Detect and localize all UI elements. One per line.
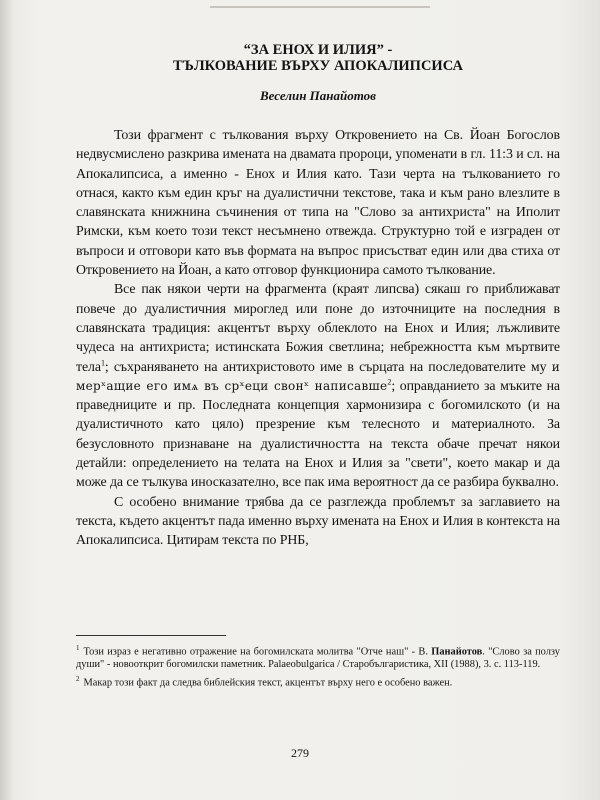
article-title — [76, 42, 560, 74]
bleed-through-rule — [210, 6, 430, 8]
old-church-slavonic-quote: и мерˣащие его имѧ въ срˣеци свонˣ написавше — [76, 359, 560, 393]
paragraph-2-part-a: Все пак някои черти на фрагмента (краят липсва) сякаш го приближават повече до дуалистичния мироглед или поне до източниците на последния в славянската традиция: акцентът върху облеклото на Енох и Илия; лъжливите чудеса на антихриста; истинската Божия светлина; небрежността към мъртвите тела — [76, 282, 560, 375]
page-number: 279 — [291, 746, 309, 760]
footnote-1-text-a: Този израз е негативно отражение на богомилската молитва "Отче наш" - В. — [83, 646, 428, 657]
footnote-ref-1: 1 — [100, 357, 105, 367]
paragraph-3: С особено внимание трябва да се разглежда проблемът за заглавието на текста, където акцентът пада именно върху имената на Енох и Илия в контекста на Апокалипсиса. Цитирам текста по РНБ, — [76, 494, 560, 549]
footnote-ref-2: 2 — [387, 377, 392, 387]
footnote-1-text-b: . "Слово за ползу души" - новооткрит богомилски паметник. Palaeobulgarica / Старобългаристика, XII (1988), 3. с. 113-119. — [76, 646, 560, 670]
footnote-1-author: Панайотов — [431, 646, 483, 657]
paragraph-2-part-b: ; съхраняването на антихристовото име в сърцата на последователите му — [104, 359, 547, 375]
footnote-1-number: 1 — [76, 643, 80, 652]
article-body — [76, 126, 560, 551]
title-line-1: “ЗА ЕНОХ И ИЛИЯ” - — [243, 42, 393, 58]
title-line-2: ТЪЛКОВАНИЕ ВЪРХУ АПОКАЛИПСИСА — [173, 58, 463, 74]
footnote-2-number: 2 — [76, 675, 80, 683]
content-area — [76, 42, 560, 692]
footnote-2-text: Макар този факт да следва библейския текст, акцентът върху него е особено важен. — [83, 677, 453, 689]
paragraph-2 — [76, 280, 560, 492]
paragraph-1: Този фрагмент с тълкования върху Откровението на Св. Йоан Богослов недвусмислено разкрива имената на двамата пророци, упоменати в гл. 11:3 и сл. на Апокалипсиса, а именно - Енох и Илия като. Тази черта на тълкованието го отнася, както към един кръг на дуалистични текстове, така и към рано влезлите в славянската книжнина съчинения от типа на "Слово за антихриста" на Иполит Римски, към което този текст несъмнено отвежда. Структурно той е изграден от въпроси и отговори като във формата на въпрос присъстват един или два стиха от Откровението на Йоан, а като отговор функционира самото тълкование. — [76, 128, 560, 279]
footnote-1 — [76, 642, 560, 671]
footnote-divider — [76, 635, 226, 636]
author-name: Веселин Панайотов — [260, 88, 376, 103]
footnote-2 — [76, 673, 560, 690]
paragraph-2-part-c: ; оправданието за мъките на праведниците и пр. Последната концепция хармонизира с богомилското (и на дуалистичното като цяло) презрение към телесното и материалното. За безусловното признаване на дуалистичността на текста обаче пречат някои детайли: определението на телата на Енох и Илия за "свети", което макар и да може да се тълкува иносказателно, все пак има вероятност да се разбира буквално. — [76, 378, 561, 491]
